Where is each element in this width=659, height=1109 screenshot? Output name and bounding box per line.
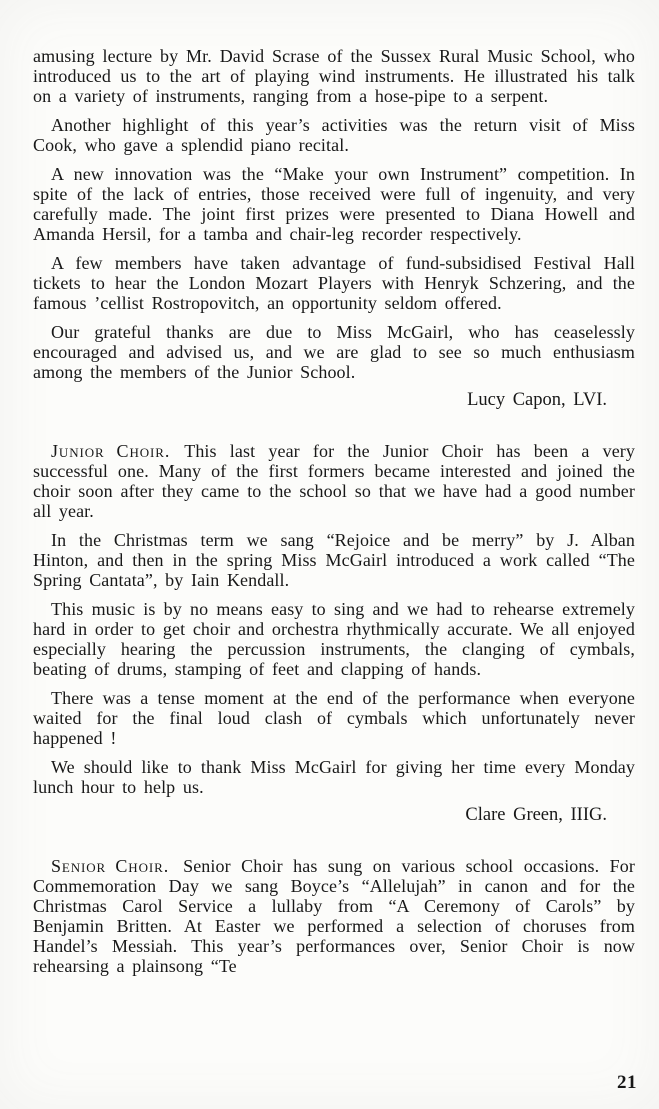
lead-paragraph xyxy=(33,856,635,976)
section-heading-junior-choir: Junior Choir. xyxy=(51,441,171,461)
lead-text: This last year for the Junior Choir has been a very successful one. Many of the first formers became interested and joined the choir soon after they came to the school so that we have had a good number all year. xyxy=(33,441,635,521)
paragraph: A few members have taken advantage of fund-subsidised Festival Hall tickets to hear the London Mozart Players with Henryk Schzering, and the famous ’cellist Rostropovitch, an opportunity seldom offered. xyxy=(33,253,635,313)
article-junior-music-club xyxy=(33,46,635,411)
paragraph: Our grateful thanks are due to Miss McGairl, who has ceaselessly encouraged and advised us, and we are glad to see so much enthusiasm among the members of the Junior School. xyxy=(33,322,635,382)
paragraph: In the Christmas term we sang “Rejoice and be merry” by J. Alban Hinton, and then in the spring Miss McGairl introduced a work called “The Spring Cantata”, by Iain Kendall. xyxy=(33,530,635,590)
article-junior-choir xyxy=(33,441,635,826)
signature-lucy-capon: Lucy Capon, LVI. xyxy=(467,390,607,410)
lead-text: Senior Choir has sung on various school occasions. For Commemoration Day we sang Boyce’s “Allelujah” in canon and for the Christmas Carol Service a lullaby from “A Ceremony of Carols” by Benjamin Britten. At Easter we performed a selection of choruses from Handel’s Messiah. This year’s performances over, Senior Choir is now rehearsing a plainsong “Te xyxy=(33,856,635,976)
paragraph: There was a tense moment at the end of the performance when everyone waited for the final loud clash of cymbals which unfortunately never happened ! xyxy=(33,688,635,748)
paragraph: We should like to thank Miss McGairl for giving her time every Monday lunch hour to help us. xyxy=(33,757,635,797)
paragraph: amusing lecture by Mr. David Scrase of the Sussex Rural Music School, who introduced us to the art of playing wind instruments. He illustrated his talk on a variety of instruments, ranging from a hose-pipe to a serpent. xyxy=(33,46,635,106)
paragraph: Another highlight of this year’s activities was the return visit of Miss Cook, who gave a splendid piano recital. xyxy=(33,115,635,155)
article-senior-choir xyxy=(33,856,635,976)
paragraph: A new innovation was the “Make your own Instrument” competition. In spite of the lack of entries, those received were full of ingenuity, and very carefully made. The joint first prizes were presented to Diana Howell and Amanda Hersil, for a tamba and chair-leg recorder respectively. xyxy=(33,164,635,244)
section-heading-senior-choir: Senior Choir. xyxy=(51,856,170,876)
lead-paragraph xyxy=(33,441,635,521)
paragraph: This music is by no means easy to sing and we had to rehearse extremely hard in order to get choir and orchestra rhythmically accurate. We all enjoyed especially hearing the percussion instruments, the clanging of cymbals, beating of drums, stamping of feet and clapping of hands. xyxy=(33,599,635,679)
page-number: 21 xyxy=(617,1072,637,1093)
signature-clare-green: Clare Green, IIIG. xyxy=(465,805,607,825)
